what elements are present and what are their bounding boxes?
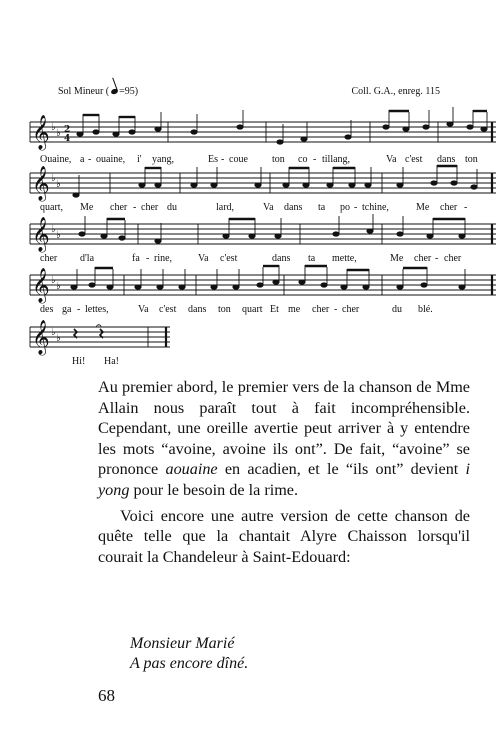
lyric: cher bbox=[414, 253, 432, 264]
lyric: Va bbox=[198, 253, 209, 264]
music-staff-4 bbox=[30, 265, 496, 305]
svg-text:♭: ♭ bbox=[51, 173, 56, 184]
lyric: a bbox=[80, 154, 85, 165]
lyric: cher bbox=[110, 202, 128, 213]
svg-text:𝄐: 𝄐 bbox=[96, 321, 102, 332]
lyric: coue bbox=[229, 154, 248, 165]
lyric: Et bbox=[270, 304, 279, 315]
lyric: cher bbox=[141, 202, 159, 213]
music-staff-1 bbox=[30, 112, 496, 152]
staff-svg-3 bbox=[30, 214, 496, 254]
paragraph-1 bbox=[98, 377, 470, 501]
verse-line-2: A pas encore dîné. bbox=[130, 655, 249, 672]
lyric: me bbox=[288, 304, 301, 315]
paragraph-2: Voici encore une autre version de cette chanson de quête telle que la chantait Alyre Chaisson lorsqu'il courait la Chandeleur à Saint-Edouard: bbox=[98, 506, 470, 566]
treble-clef-icon: 𝄞 bbox=[32, 320, 50, 355]
lyric: quart, bbox=[40, 202, 64, 213]
page-number: 68 bbox=[98, 686, 115, 705]
lyric: c'est bbox=[159, 304, 177, 315]
lyric: rine, bbox=[154, 253, 173, 264]
lyric: - bbox=[334, 304, 338, 315]
treble-clef-icon: 𝄞 bbox=[32, 268, 50, 303]
lyric: ta bbox=[308, 253, 316, 264]
italic-aouaine: aouaine bbox=[165, 460, 218, 479]
paragraph-1-text-cont: en acadien, et le “ils ont” devient bbox=[217, 460, 466, 479]
lyric: lard, bbox=[216, 202, 235, 213]
treble-clef-icon: 𝄞 bbox=[32, 166, 50, 201]
lyric: ton bbox=[218, 304, 231, 315]
lyric: dans bbox=[284, 202, 303, 213]
lyric: du bbox=[392, 304, 402, 315]
lyric: Va bbox=[263, 202, 274, 213]
lyric: fa bbox=[132, 253, 140, 264]
lyric: ga bbox=[62, 304, 72, 315]
lyric: cher bbox=[342, 304, 360, 315]
lyric: dans bbox=[437, 154, 456, 165]
music-staff-5 bbox=[30, 317, 496, 357]
svg-text:♭: ♭ bbox=[56, 281, 61, 292]
lyric: ouaine, bbox=[96, 154, 126, 165]
key-signature-label bbox=[58, 86, 138, 97]
lyric: tillang, bbox=[322, 154, 351, 165]
lyric: c'est bbox=[405, 154, 423, 165]
lyric: lettes, bbox=[85, 304, 109, 315]
paragraph-1-text: Au premier abord, le premier vers de la chanson de Mme Allain nous paraît tout à fait incompréhensible. Cependant, une oreille avertie peut arriver à y entendre les mots “avoine, avoine ils ont”. De fait, “avoine” se prononce bbox=[98, 378, 470, 479]
lyric: co bbox=[298, 154, 308, 165]
verse-quote bbox=[130, 634, 248, 674]
lyric: c'est bbox=[220, 253, 238, 264]
svg-text:2: 2 bbox=[64, 125, 71, 135]
lyric: tchine, bbox=[362, 202, 389, 213]
lyric: dans bbox=[272, 253, 291, 264]
lyric: ton bbox=[465, 154, 478, 165]
key-text: Sol Mineur ( bbox=[58, 86, 110, 97]
verse-line-1: Monsieur Marié bbox=[130, 635, 235, 652]
svg-text:♭: ♭ bbox=[56, 230, 61, 241]
staff-svg-2 bbox=[30, 163, 496, 203]
music-header bbox=[58, 86, 440, 102]
lyric: - bbox=[77, 304, 81, 315]
staff-svg-4 bbox=[30, 265, 496, 305]
lyric: - bbox=[435, 253, 439, 264]
lyric: - bbox=[146, 253, 150, 264]
lyric: yang, bbox=[152, 154, 174, 165]
lyric: mette, bbox=[332, 253, 357, 264]
treble-clef-icon: 𝄞 bbox=[32, 115, 50, 150]
lyric: - bbox=[133, 202, 137, 213]
svg-text:♭: ♭ bbox=[51, 224, 56, 235]
lyric: - bbox=[221, 154, 225, 165]
lyric: Ha! bbox=[104, 356, 119, 367]
lyric: i' bbox=[137, 154, 142, 165]
lyric: po bbox=[340, 202, 350, 213]
lyric: cher bbox=[444, 253, 462, 264]
body-text bbox=[98, 377, 470, 567]
lyric: Me bbox=[416, 202, 430, 213]
lyric: - bbox=[313, 154, 317, 165]
treble-clef-icon: 𝄞 bbox=[32, 217, 50, 252]
lyric: cher bbox=[440, 202, 458, 213]
lyric: Me bbox=[390, 253, 404, 264]
lyric: blé. bbox=[418, 304, 433, 315]
music-staff-2 bbox=[30, 163, 496, 203]
lyric: Me bbox=[80, 202, 94, 213]
lyric: cher bbox=[312, 304, 330, 315]
svg-text:♭: ♭ bbox=[51, 275, 56, 286]
italic-i-yong: i yong bbox=[98, 460, 471, 499]
lyric: Es bbox=[208, 154, 218, 165]
lyric: - bbox=[354, 202, 358, 213]
tempo-text: =95) bbox=[119, 86, 139, 97]
staff-svg-1 bbox=[30, 112, 496, 152]
svg-text:♭: ♭ bbox=[51, 327, 56, 338]
lyric: des bbox=[40, 304, 54, 315]
lyric: cher bbox=[40, 253, 58, 264]
quarter-note-icon bbox=[110, 88, 118, 95]
lyric: Va bbox=[386, 154, 397, 165]
lyric: ton bbox=[272, 154, 285, 165]
svg-text:♭: ♭ bbox=[51, 122, 56, 133]
svg-text:♭: ♭ bbox=[56, 333, 61, 344]
lyric: d'la bbox=[80, 253, 95, 264]
lyric: - bbox=[88, 154, 92, 165]
svg-text:4: 4 bbox=[64, 134, 71, 144]
svg-text:♭: ♭ bbox=[56, 128, 61, 139]
svg-text:♭: ♭ bbox=[56, 179, 61, 190]
staff-svg-5 bbox=[30, 317, 190, 357]
lyric: quart bbox=[242, 304, 263, 315]
paragraph-1-text-end: pour le besoin de la rime. bbox=[129, 480, 299, 499]
lyric: Va bbox=[138, 304, 149, 315]
lyric: ta bbox=[318, 202, 326, 213]
lyric: Hi! bbox=[72, 356, 86, 367]
lyric: du bbox=[167, 202, 177, 213]
music-staff-3 bbox=[30, 214, 496, 254]
lyric: Ouaine, bbox=[40, 154, 72, 165]
lyric: - bbox=[464, 202, 468, 213]
collection-reference: Coll. G.A., enreg. 115 bbox=[351, 86, 440, 97]
lyric: dans bbox=[188, 304, 207, 315]
